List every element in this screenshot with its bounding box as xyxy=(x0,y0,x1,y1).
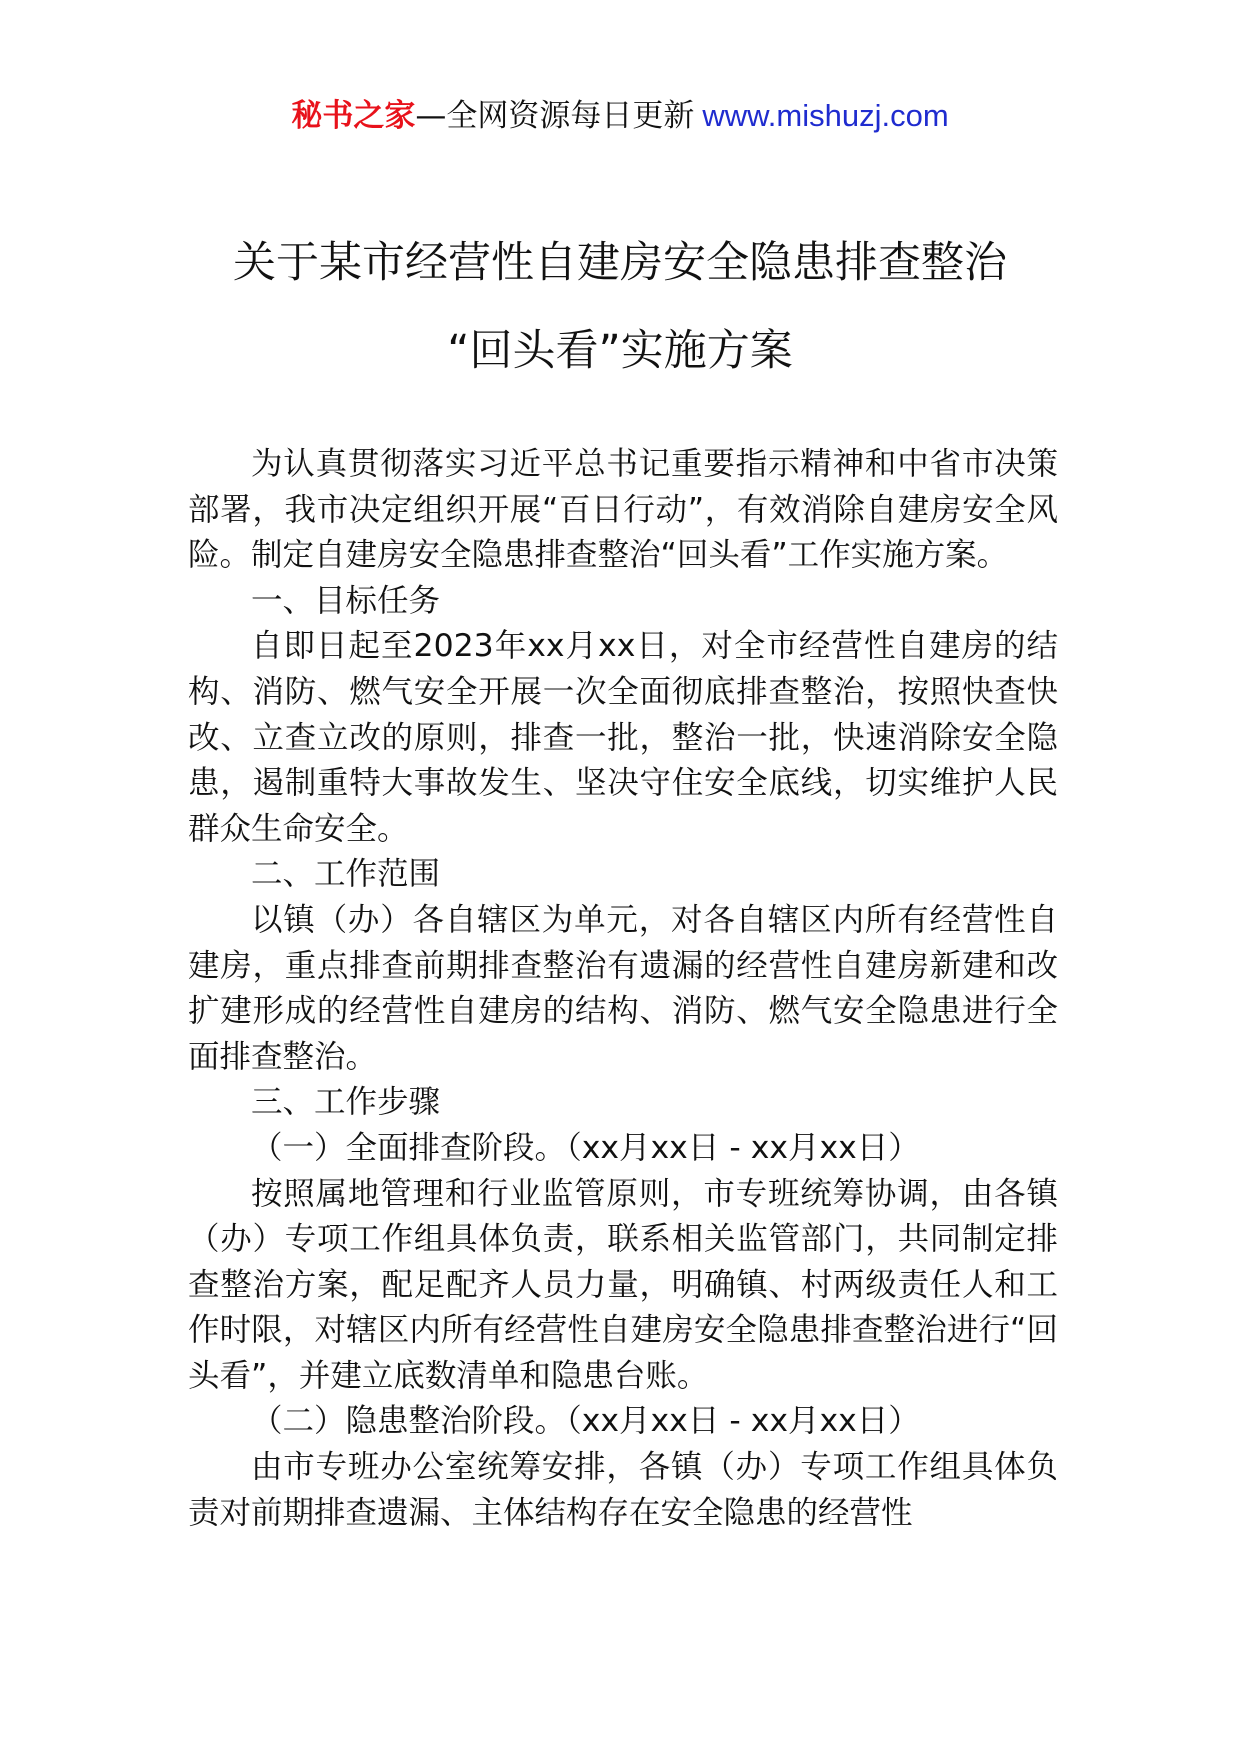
section-heading-scope: 二、工作范围 xyxy=(251,856,441,893)
subsection-heading-inspection: （一）全面排查阶段。（xx月xx日 - xx月xx日） xyxy=(251,1129,920,1166)
site-header xyxy=(0,96,1240,136)
document-body xyxy=(188,442,1058,1536)
document-title-line-1: 关于某市经营性自建房安全隐患排查整治 xyxy=(233,238,1007,288)
subsection-heading-rectification: （二）隐患整治阶段。（xx月xx日 - xx月xx日） xyxy=(251,1403,920,1440)
header-tagline: —全网资源每日更新 xyxy=(415,98,695,134)
intro-paragraph: 为认真贯彻落实习近平总书记重要指示精神和中省市决策部署，我市决定组织开展“百日行动”，有效消除自建房安全风险。制定自建房安全隐患排查整治“回头看”工作实施方案。 xyxy=(188,446,1058,574)
subsection-paragraph-inspection: 按照属地管理和行业监管原则，市专班统筹协调，由各镇（办）专项工作组具体负责，联系相关监管部门，共同制定排查整治方案，配足配齐人员力量，明确镇、村两级责任人和工作时限，对辖区内所有经营性自建房安全隐患排查整治进行“回头看”，并建立底数清单和隐患台账。 xyxy=(188,1175,1058,1394)
brand-name: 秘书之家 xyxy=(291,98,416,134)
section-heading-steps: 三、工作步骤 xyxy=(251,1084,441,1121)
subsection-paragraph-rectification: 由市专班办公室统筹安排，各镇（办）专项工作组具体负责对前期排查遗漏、主体结构存在安全隐患的经营性 xyxy=(188,1449,1058,1531)
document-title-line-2: “回头看”实施方案 xyxy=(447,326,793,376)
site-url[interactable]: www.mishuzj.com xyxy=(702,98,949,133)
section-paragraph-scope: 以镇（办）各自辖区为单元，对各自辖区内所有经营性自建房，重点排查前期排查整治有遗漏的经营性自建房新建和改扩建形成的经营性自建房的结构、消防、燃气安全隐患进行全面排查整治。 xyxy=(188,901,1058,1075)
section-paragraph-goals: 自即日起至2023年xx月xx日，对全市经营性自建房的结构、消防、燃气安全开展一次全面彻底排查整治，按照快查快改、立查立改的原则，排查一批，整治一批，快速消除安全隐患，遏制重特大事故发生、坚决守住安全底线，切实维护人民群众生命安全。 xyxy=(188,628,1058,847)
section-heading-goals: 一、目标任务 xyxy=(251,582,441,619)
